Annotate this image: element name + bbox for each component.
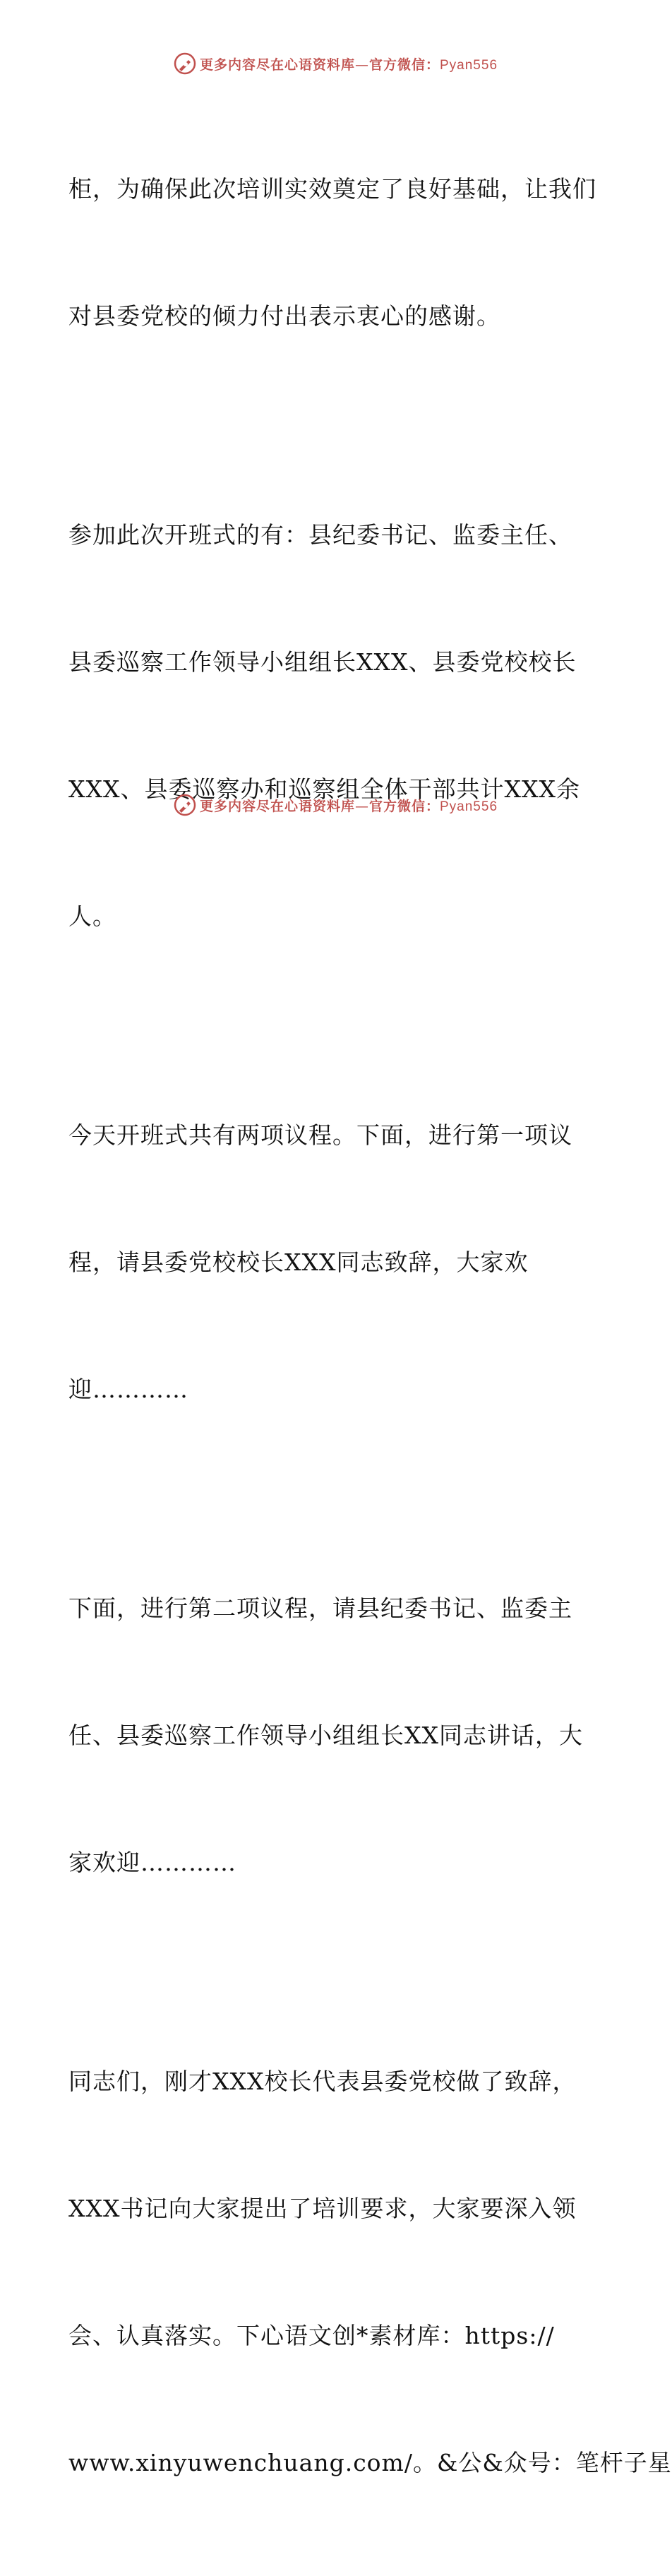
text-line: www.xinyuwenchuang.com/。&公&众号：笔杆子星 [68, 2449, 672, 2476]
watermark-dash: — [354, 56, 369, 73]
watermark-account: Pyan556 [440, 799, 498, 814]
watermark-official: 官方微信： [368, 56, 440, 73]
watermark-official: 官方微信： [368, 798, 440, 814]
text-line: 今天开班式共有两项议程。下面，进行第一项议 [68, 1121, 572, 1149]
watermark-dash: — [354, 798, 369, 814]
text-line: 参加此次开班式的有：县纪委书记、监委主任、 [68, 521, 572, 549]
text-line: 任、县委巡察工作领导小组组长XX同志讲话，大 [68, 1722, 583, 1749]
text-line: 柜，为确保此次培训实效奠定了良好基础，让我们 [68, 175, 596, 203]
pen-logo-icon [173, 793, 197, 817]
watermark-footer [0, 792, 671, 818]
text-line: 同志们，刚才XXX校长代表县委党校做了致辞， [68, 2068, 577, 2095]
text-line: 县委巡察工作领导小组组长XXX、县委党校校长 [68, 648, 577, 676]
paragraph [68, 1503, 605, 1969]
text-line: 迎………… [68, 1376, 188, 1403]
watermark-text: 更多内容尽在心语资料库 [199, 56, 355, 73]
text-line: 人。 [68, 902, 116, 930]
watermark-text: 更多内容尽在心语资料库 [199, 798, 355, 814]
paragraph [68, 83, 605, 422]
watermark-account: Pyan556 [440, 57, 498, 73]
text-line: 下面，进行第二项议程，请县纪委书记、监委主 [68, 1594, 572, 1622]
text-line: 对县委党校的倾力付出表示衷心的感谢。 [68, 302, 500, 330]
document-body [68, 83, 672, 2576]
pen-logo-icon [173, 52, 197, 76]
paragraph [68, 1030, 605, 1496]
watermark-header [0, 51, 671, 76]
text-line: 程，请县委党校校长XXX同志致辞，大家欢 [68, 1248, 529, 1276]
text-line: 会、认真落实。下心语文创*素材库：https:// [68, 2322, 555, 2349]
text-line: 家欢迎………… [68, 1849, 236, 1876]
paragraph [68, 429, 605, 1022]
text-line: XXX书记向大家提出了培训要求，大家要深入领 [68, 2195, 577, 2222]
paragraph [68, 1976, 672, 2569]
text-line: XXX、县委巡察办和巡察组全体干部共计XXX余 [68, 775, 580, 803]
